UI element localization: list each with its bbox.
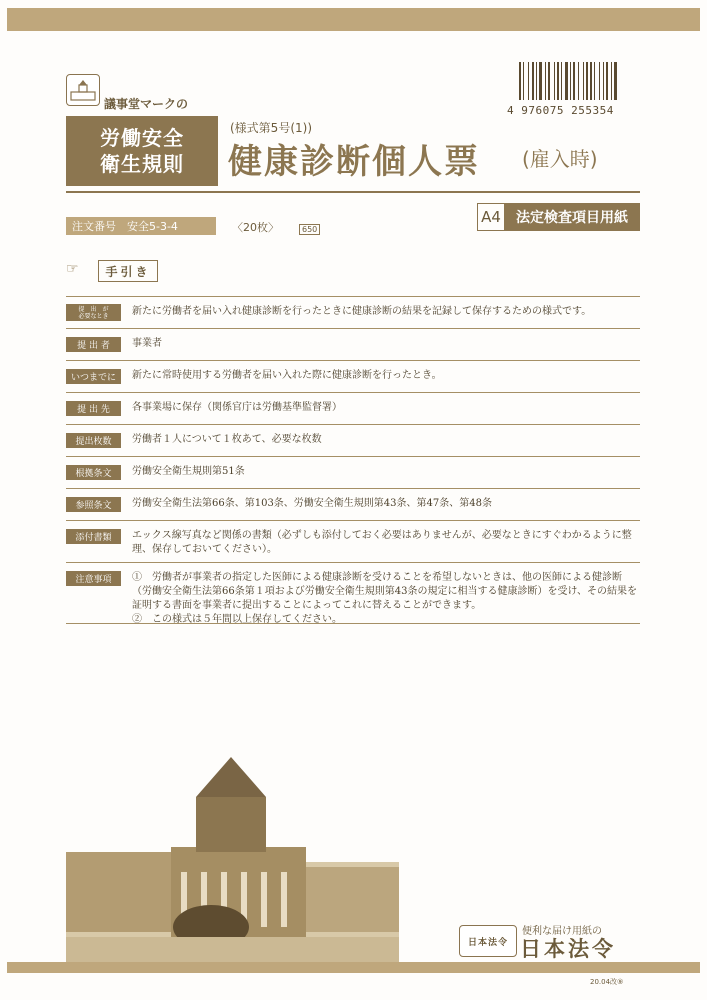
main-title: 健康診断個人票 [228, 142, 480, 182]
table-row [66, 328, 640, 360]
category-block [66, 116, 218, 186]
brand-logo [459, 925, 517, 957]
guide-label: 手引き [98, 260, 158, 282]
row-text: エックス線写真など関係の書類（必ずしも添付しておく必要はありませんが、必要なときにすぐわかるように整理、保存しておいてください）。 [132, 530, 632, 555]
pointing-hand-icon: ☞ [66, 261, 79, 277]
table-row [66, 456, 640, 488]
top-color-band [7, 8, 700, 31]
brand-tagline: 便利な届け用紙の [522, 926, 602, 937]
row-text: 労働安全衛生法第66条、第103条、労働安全衛生規則第43条、第47条、第48条 [132, 498, 492, 509]
company-logo [66, 74, 100, 106]
table-row [66, 360, 640, 392]
order-number: 注文番号 安全5-3-4 [66, 217, 216, 235]
table-row [66, 488, 640, 520]
table-row [66, 392, 640, 424]
sub-title: (雇入時) [522, 147, 598, 171]
row-label: 提 出 先 [66, 401, 121, 416]
row-label: 参照条文 [66, 497, 121, 512]
row-label: 提 出 が 必要なとき [66, 304, 121, 321]
row-text: 新たに労働者を届い入れ健康診断を行ったときに健康診断の結果を記録して保存するための様式です。 [132, 306, 592, 317]
row-label: 注意事項 [66, 571, 121, 586]
row-label: 提 出 者 [66, 337, 121, 352]
form-number: (様式第5号(1)) [230, 121, 312, 135]
table-row [66, 296, 640, 328]
row-text: ① 労働者が事業者の指定した医師による健康診断を受けることを希望しないときは、他の医師による健診断（労働安全衛生法第66条第１項および労働安全衛生規則第43条の規定に相当する健康診断）を受け、その結果を証明する書面を事業者に提出することによってこれに替えることができます。 ② この様式は５年間以上保存してください。 [132, 572, 638, 625]
price-code: 650 [299, 224, 320, 235]
brand-name: 日本法令 [520, 937, 616, 961]
bottom-color-band [7, 962, 700, 973]
paper-type: 法定検査項目用紙 [504, 203, 640, 231]
row-label: いつまでに [66, 369, 121, 384]
diet-building-photo [66, 752, 399, 962]
table-row [66, 562, 640, 624]
barcode-number: 4 976075 255354 [507, 104, 614, 117]
mark-label: 議事堂マークの [104, 97, 189, 111]
paper-size: A4 [477, 203, 505, 231]
diet-building-icon [69, 78, 97, 102]
row-text: 事業者 [132, 338, 162, 349]
row-label: 提出枚数 [66, 433, 121, 448]
brand-logo-text: 日本法令 [467, 937, 508, 948]
row-label: 添付書類 [66, 529, 121, 544]
category-line-2: 衛生規則 [100, 152, 184, 176]
barcode [517, 62, 639, 102]
title-rule [66, 191, 640, 193]
version-code: 20.04改⑨ [590, 978, 624, 986]
category-line-1: 労働安全 [100, 126, 184, 150]
row-text: 労働安全衛生規則第51条 [132, 466, 245, 477]
guide-table [66, 296, 640, 624]
row-label: 根拠条文 [66, 465, 121, 480]
row-text: 労働者１人について１枚あて、必要な枚数 [132, 434, 322, 445]
table-row [66, 520, 640, 562]
row-text: 各事業場に保存（関係官庁は労働基準監督署） [132, 402, 342, 413]
row-text: 新たに常時使用する労働者を届い入れた際に健康診断を行ったとき。 [132, 370, 442, 381]
table-row [66, 424, 640, 456]
sheet-count: 〈20枚〉 [232, 221, 279, 234]
